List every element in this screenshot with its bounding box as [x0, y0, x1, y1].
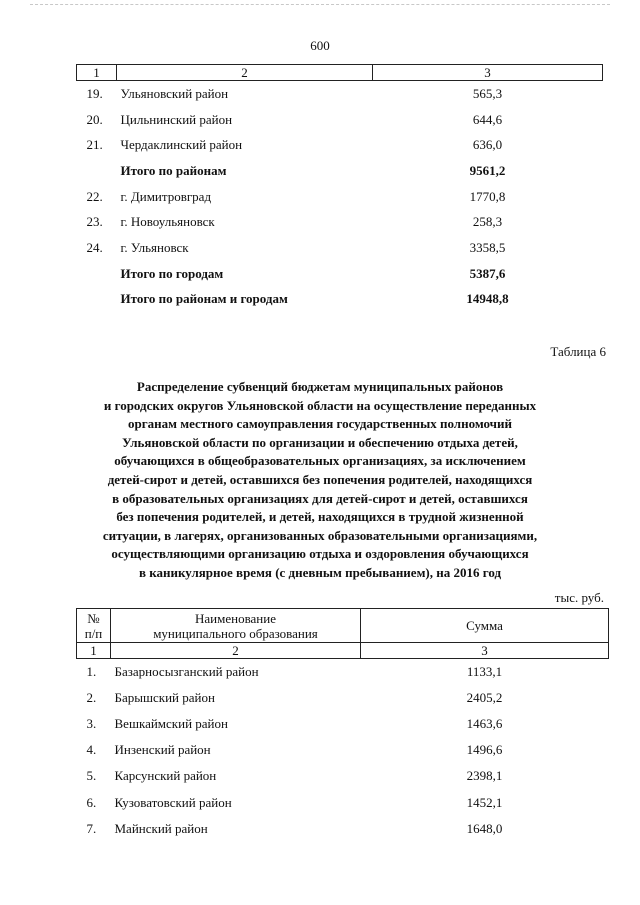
- table1-col-index-2: 2: [117, 65, 373, 81]
- row-number: 24.: [86, 239, 103, 255]
- table2-col-index-1: 1: [77, 643, 111, 659]
- row-value: 3358,5: [469, 239, 506, 255]
- total-row: [77, 158, 603, 184]
- table2-col-index-3: 3: [361, 643, 609, 659]
- table-row: [77, 107, 603, 133]
- total-row: [77, 287, 603, 313]
- title-line: обучающихся в общеобразовательных организациях, за исключением: [114, 453, 526, 469]
- row-value: 14948,8: [466, 291, 509, 307]
- table1-col-index-3: 3: [373, 65, 603, 81]
- table-row: [77, 132, 603, 158]
- row-number: 1.: [86, 664, 97, 680]
- row-number: 19.: [86, 85, 103, 101]
- row-value: 1648,0: [466, 820, 503, 836]
- header-name-line2: муниципального образования: [153, 625, 318, 641]
- row-name: г. Ульяновск: [120, 239, 189, 255]
- title-line: осуществляющими организацию отдыха и оздоровления обучающихся: [111, 546, 529, 562]
- table-caption: Таблица 6: [550, 344, 606, 359]
- row-value: 636,0: [472, 137, 503, 153]
- header-name: [111, 609, 361, 643]
- table-row: [77, 816, 609, 842]
- table-row: [77, 711, 609, 737]
- table-row: [77, 737, 609, 763]
- row-number: [77, 287, 117, 313]
- row-value: 2405,2: [466, 690, 503, 706]
- row-name: Ульяновский район: [120, 85, 229, 101]
- row-name: Вешкаймский район: [114, 716, 228, 732]
- table-title: [60, 378, 580, 583]
- row-name: Базарносызганский район: [114, 664, 259, 680]
- row-number: 6.: [86, 794, 97, 810]
- subvention-table: [76, 608, 608, 842]
- row-value: 258,3: [472, 214, 503, 230]
- row-name: Итого по городам: [120, 265, 224, 281]
- row-value: 9561,2: [469, 162, 506, 178]
- row-name: Майнский район: [114, 820, 208, 836]
- table-row: [77, 209, 603, 235]
- row-value: 5387,6: [469, 265, 506, 281]
- row-value: 1496,6: [466, 742, 503, 758]
- title-line: без попечения родителей, и детей, находящихся в трудной жизненной: [116, 509, 524, 525]
- title-line: ситуации, в лагерях, организованных образовательными организациями,: [102, 527, 538, 543]
- title-line: детей-сирот и детей, оставшихся без попечения родителей, находящихся: [107, 471, 533, 487]
- table-row: [77, 184, 603, 210]
- row-value: 1463,6: [466, 716, 503, 732]
- header-num: [77, 609, 111, 643]
- table2-header-row: [77, 609, 609, 643]
- title-line: в каникулярное время (с дневным пребыванием), на 2016 год: [138, 564, 502, 580]
- table2-index-row: [77, 643, 609, 659]
- table-continuation: [76, 64, 602, 312]
- row-value: 1452,1: [466, 794, 503, 810]
- row-value: 1133,1: [466, 664, 503, 680]
- row-number: 2.: [86, 690, 97, 706]
- table-row: [77, 81, 603, 107]
- table2-col-index-2: 2: [111, 643, 361, 659]
- page-number: 600: [310, 38, 330, 53]
- table1-index-row: [77, 65, 603, 81]
- row-name: Кузоватовский район: [114, 794, 232, 810]
- row-name: Карсунский район: [114, 768, 217, 784]
- row-name: г. Новоульяновск: [120, 214, 215, 230]
- row-name: Итого по районам и городам: [120, 291, 288, 307]
- header-num-line1: №: [87, 610, 100, 626]
- row-number: 20.: [86, 111, 103, 127]
- table-row: [77, 763, 609, 789]
- row-name: Итого по районам: [120, 162, 227, 178]
- table1-col-index-1: 1: [77, 65, 117, 81]
- header-num-line2: п/п: [84, 625, 103, 641]
- row-value: 644,6: [472, 111, 503, 127]
- row-value: 1770,8: [469, 188, 506, 204]
- table-row: [77, 789, 609, 815]
- title-line: и городских округов Ульяновской области на осуществление переданных: [103, 397, 537, 413]
- row-name: Инзенский район: [114, 742, 211, 758]
- table-row: [77, 685, 609, 711]
- title-line: Ульяновской области по организации и обеспечению отдыха детей,: [122, 434, 518, 450]
- row-number: [77, 158, 117, 184]
- header-sum: Сумма: [361, 609, 609, 643]
- title-line: органам местного самоуправления государственных полномочий: [127, 416, 512, 432]
- row-number: 23.: [86, 214, 103, 230]
- table-row: [77, 235, 603, 261]
- total-row: [77, 261, 603, 287]
- header-name-line1: Наименование: [195, 610, 276, 626]
- unit-label: тыс. руб.: [554, 590, 604, 605]
- row-name: Барышский район: [114, 690, 215, 706]
- row-name: Цильнинский район: [120, 111, 233, 127]
- row-number: 7.: [86, 820, 97, 836]
- row-number: 5.: [86, 768, 97, 784]
- title-line: в образовательных организациях для детей-сирот и детей, оставшихся: [112, 490, 528, 506]
- row-name: г. Димитровград: [120, 188, 212, 204]
- row-name: Чердаклинский район: [120, 137, 243, 153]
- row-number: 4.: [86, 742, 97, 758]
- scan-artifact-line: [30, 4, 610, 5]
- row-number: [77, 261, 117, 287]
- title-line: Распределение субвенций бюджетам муниципальных районов: [136, 379, 504, 394]
- table-row: [77, 659, 609, 686]
- row-number: 22.: [86, 188, 103, 204]
- row-value: 565,3: [472, 85, 503, 101]
- row-value: 2398,1: [466, 768, 503, 784]
- row-number: 3.: [86, 716, 97, 732]
- row-number: 21.: [86, 137, 103, 153]
